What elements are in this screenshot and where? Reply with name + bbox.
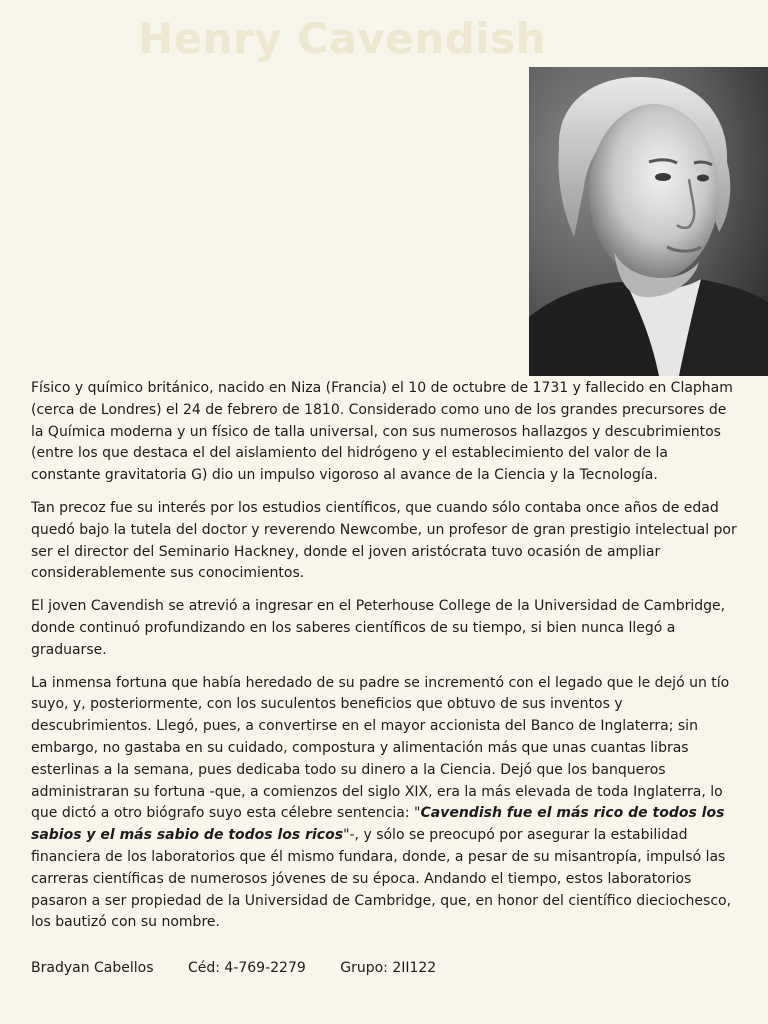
portrait-illustration [529,67,768,376]
paragraph-2: Tan precoz fue su interés por los estudios científicos, que cuando sólo contaba once años de edad quedó bajo la tutela del doctor y reverendo Newcombe, un profesor de gran prestigio intelectual por ser el director del Seminario Hackney, donde el joven aristócrata tuvo ocasión de ampliar considerablemente sus conocimientos. [31,499,737,582]
paragraph-4-before-quote: La inmensa fortuna que había heredado de su padre se incrementó con el legado que le dejó un tío suyo, y, posteriormente, con los suculentos beneficios que obtuvo de sus inventos y descubrimientos. Llegó, pues, a convertirse en el mayor accionista del Banco de Inglaterra; sin embargo, no gastaba en su cuidado, compostura y alimentación más que unas cuantas libras esterlinas a la semana, pues dedicaba todo su dinero a la Ciencia. Dejó que los banqueros administraran su fortuna -que, a comienzos del siglo XIX, era la más elevada de toda Inglaterra, lo que dictó a otro biógrafo suyo esta célebre sentencia: " [31,674,730,822]
famous-quote: Cavendish fue el más rico de todos los sabios y el más sabio de todos los ricos [31,805,725,844]
paragraph-1: Físico y químico británico, nacido en Niza (Francia) el 10 de octubre de 1731 y fallecido en Clapham (cerca de Londres) el 24 de febrero de 1810. Considerado como uno de los grandes precursores de la Química moderna y un físico de talla universal, con sus numerosos hallazgos y descubrimientos (entre los que destaca el del aislamiento del hidrógeno y el establecimiento del valor de la constante gravitatoria G) dio un impulso vigoroso al avance de la Ciencia y la Tecnología. [31,380,733,484]
paragraph-4-after-quote: "-, y sólo se preocupó por asegurar la estabilidad financiera de los laboratorios que él mismo fundara, donde, a pesar de su misantropía, impulsó las carreras científicas de numerosos jóvenes de su época. Andando el tiempo, estos laboratorios pasaron a ser propiedad de la Universidad de Cambridge, que, en honor del científico dieciochesco, los bautizó con su nombre. [31,827,732,931]
footer [31,958,436,978]
page-title: Henry Cavendish [138,14,547,63]
footer-id: Céd: 4-769-2279 [187,960,306,976]
footer-group: Grupo: 2II122 [340,960,437,976]
biography-text [31,378,741,945]
paragraph-4 [31,673,741,935]
footer-author: Bradyan Cabellos [31,960,154,976]
paragraph-3: El joven Cavendish se atrevió a ingresar en el Peterhouse College de la Universidad de Cambridge, donde continuó profundizando en los saberes científicos de su tiempo, si bien nunca llegó a graduarse. [31,598,726,658]
portrait-image [529,67,768,376]
